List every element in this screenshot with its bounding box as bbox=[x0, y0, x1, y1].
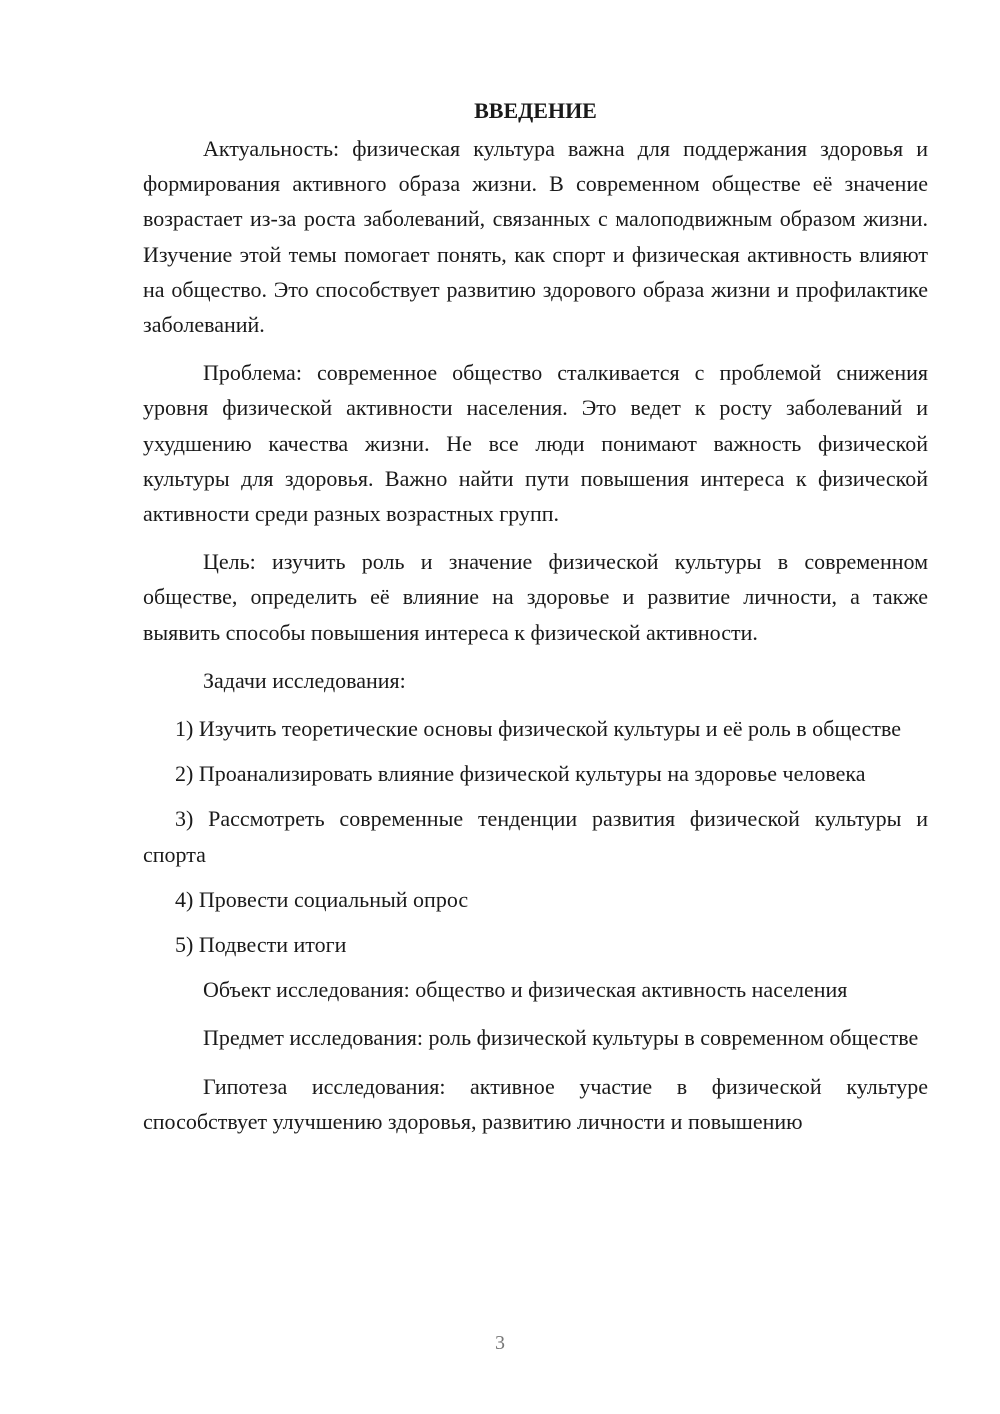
problem-paragraph: Проблема: современное общество сталкивается с проблемой снижения уровня физической активности населения. Это ведет к росту заболеваний и ухудшению качества жизни. Не все люди понимают важность физической культуры для здоровья. Важно найти пути повышения интереса к физической активности среди разных возрастных групп. bbox=[143, 360, 928, 527]
page-number: 3 bbox=[495, 1332, 505, 1354]
task-item-1: 1) Изучить теоретические основы физической культуры и её роль в обществе bbox=[175, 716, 902, 742]
goal-paragraph: Цель: изучить роль и значение физической культуры в современном обществе, определить её влияние на здоровье и развитие личности, а также выявить способы повышения интереса к физической активности. bbox=[143, 549, 928, 645]
task-item-2: 2) Проанализировать влияние физической культуры на здоровье человека bbox=[175, 761, 866, 787]
task-item-5: 5) Подвести итоги bbox=[175, 932, 347, 958]
document-page bbox=[143, 95, 928, 1152]
hypothesis-paragraph: Гипотеза исследования: активное участие в физической культуре способствует улучшению здоровья, развитию личности и повышению bbox=[143, 1073, 928, 1134]
task-item-3: 3) Рассмотреть современные тенденции развития физической культуры и спорта bbox=[143, 806, 928, 867]
page-title: ВВЕДЕНИЕ bbox=[474, 98, 597, 123]
tasks-heading: Задачи исследования: bbox=[203, 667, 406, 693]
object-paragraph: Объект исследования: общество и физическая активность населения bbox=[203, 977, 848, 1003]
subject-paragraph: Предмет исследования: роль физической культуры в современном обществе bbox=[203, 1025, 919, 1051]
relevance-paragraph: Актуальность: физическая культура важна для поддержания здоровья и формирования активного образа жизни. В современном обществе её значение возрастает из-за роста заболеваний, связанных с малоподвижным образом жизни. Изучение этой темы помогает понять, как спорт и физическая активность влияют на общество. Это способствует развитию здорового образа жизни и профилактике заболеваний. bbox=[143, 136, 928, 338]
task-item-4: 4) Провести социальный опрос bbox=[175, 886, 469, 912]
